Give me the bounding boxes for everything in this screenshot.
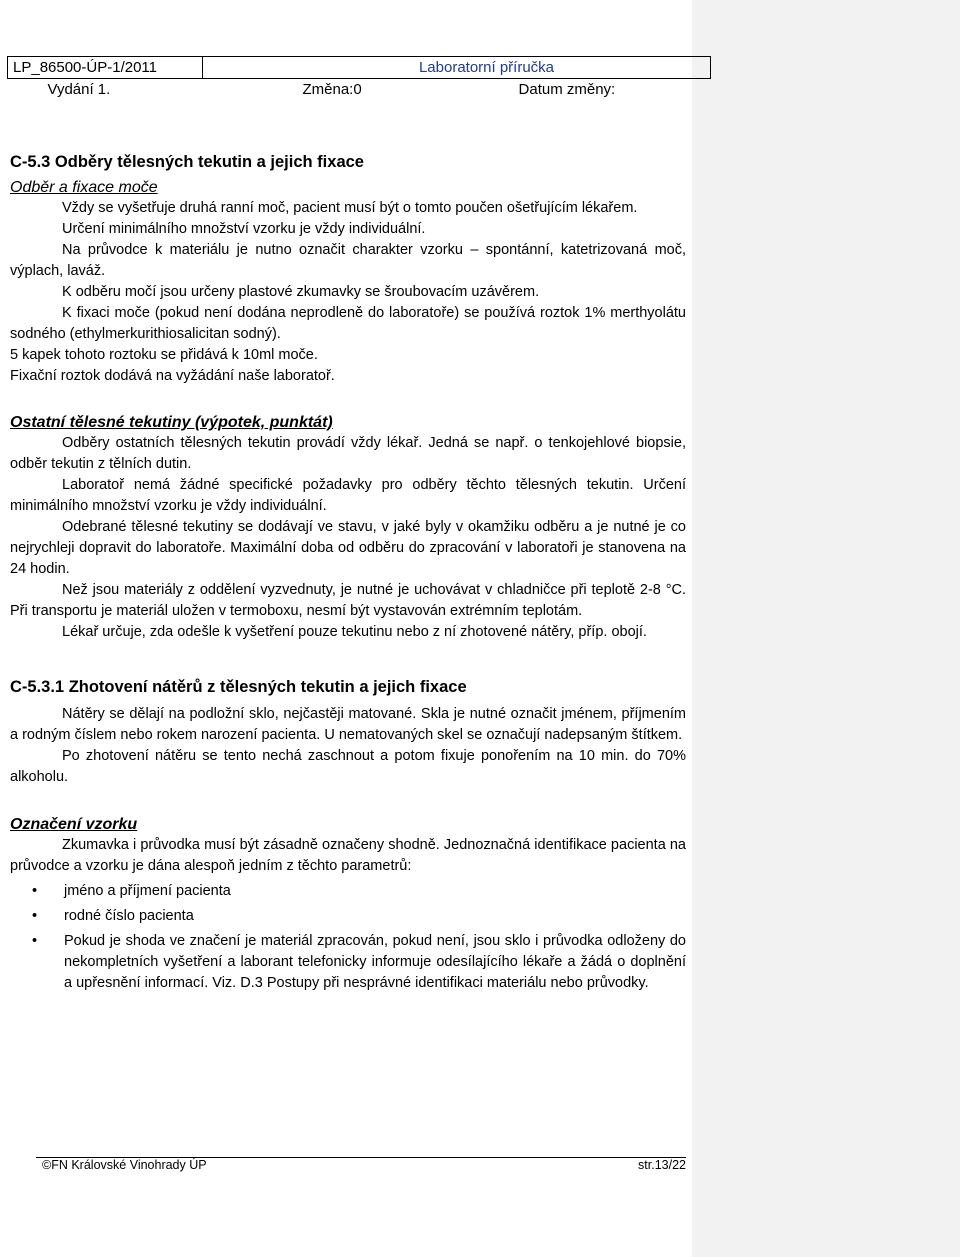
bullet-list (10, 881, 686, 994)
subheading-labeling: Označení vzorku (10, 816, 138, 833)
list-item: • Pokud je shoda ve značení je materiál zpracován, pokud není, jsou sklo i průvodka odloženy do nekompletních vyšetření a laborant telefonicky informuje odesílajícího lékaře a žádá o doplnění a upřesnění informací. Viz. D.3 Postupy při nesprávné identifikaci materiálu nebo průvodky. (32, 933, 686, 991)
comment-margin-panel (692, 0, 960, 1257)
paragraph: Na průvodce k materiálu je nutno označit charakter vzorku – spontánní, katetrizovaná moč, výplach, laváž. (10, 242, 686, 279)
section-heading-c-5-3: C-5.3 Odběry tělesných tekutin a jejich fixace (10, 153, 364, 171)
paragraph: Odebrané tělesné tekutiny se dodávají ve stavu, v jaké byly v okamžiku odběru a je nutné je co nejrychleji dopravit do laboratoře. Maximální doba od odběru do zpracování v laboratoři je stanovena na 24 hodin. (10, 519, 686, 577)
paragraph: Vždy se vyšetřuje druhá ranní moč, pacient musí být o tomto poučen ošetřujícím lékařem. (62, 200, 638, 216)
subheading-other-fluids: Ostatní tělesné tekutiny (výpotek, punktát) (10, 414, 333, 431)
subheading-urine: Odběr a fixace moče (10, 179, 158, 196)
paragraph: Odběry ostatních tělesných tekutin provádí vždy lékař. Jedná se např. o tenkojehlové biopsie, odběr tekutin z tělních dutin. (10, 435, 686, 472)
bullet-icon: • (32, 933, 38, 949)
document-header (7, 56, 711, 100)
document-body (10, 152, 686, 998)
paragraph: Zkumavka i průvodka musí být zásadně označeny shodně. Jednoznačná identifikace pacienta na průvodce a vzorku je dána alespoň jedním z těchto parametrů: (10, 837, 686, 874)
paragraph: K odběru močí jsou určeny plastové zkumavky se šroubovacím uzávěrem. (62, 284, 540, 300)
paragraph: Lékař určuje, zda odešle k vyšetření pouze tekutinu nebo z ní zhotovené nátěry, příp. obojí. (62, 624, 647, 640)
paragraph: Určení minimálního množství vzorku je vždy individuální. (62, 221, 426, 237)
list-item: • rodné číslo pacienta (10, 906, 686, 927)
change: Změna:0 (302, 81, 362, 98)
change-date: Datum změny: (518, 81, 616, 98)
paragraph: Po zhotovení nátěru se tento nechá zaschnout a potom fixuje ponořením na 10 min. do 70% alkoholu. (10, 748, 686, 785)
paragraph: Nátěry se dělají na podložní sklo, nejčastěji matované. Skla je nutné označit jménem, příjmením a rodným číslem nebo rokem narození pacienta. U nematovaných skel se označují nadepsaným štítkem. (10, 706, 686, 743)
edition: Vydání 1. (47, 81, 111, 98)
paragraph: 5 kapek tohoto roztoku se přidává k 10ml moče. (10, 347, 318, 363)
section-heading-c-5-3-1: C-5.3.1 Zhotovení nátěrů z tělesných tekutin a jejich fixace (10, 678, 467, 696)
bullet-icon: • (32, 883, 38, 899)
doc-id: LP_86500-ÚP-1/2011 (8, 57, 203, 79)
paragraph: Laboratoř nemá žádné specifické požadavky pro odběry těchto tělesných tekutin. Určení minimálního množství vzorku je vždy individuální. (10, 477, 686, 514)
page-footer (36, 1157, 686, 1172)
bullet-icon: • (32, 908, 38, 924)
list-item: • jméno a příjmení pacienta (10, 881, 686, 902)
page-number: str.13/22 (638, 1158, 686, 1172)
doc-title: Laboratorní příručka (203, 57, 711, 79)
paragraph: K fixaci moče (pokud není dodána neprodleně do laboratoře) se používá roztok 1% merthyolátu sodného (ethylmerkurithiosalicitan sodný). (10, 305, 686, 342)
paragraph: Než jsou materiály z oddělení vyzvednuty, je nutné je uchovávat v chladničce při teplotě 2-8 °C. Při transportu je materiál uložen v termoboxu, nesmí být vystavován extrémním teplotám. (10, 582, 686, 619)
footer-copyright: ©FN Královské Vinohrady ÚP (42, 1158, 207, 1172)
paragraph: Fixační roztok dodává na vyžádání naše laboratoř. (10, 368, 335, 384)
